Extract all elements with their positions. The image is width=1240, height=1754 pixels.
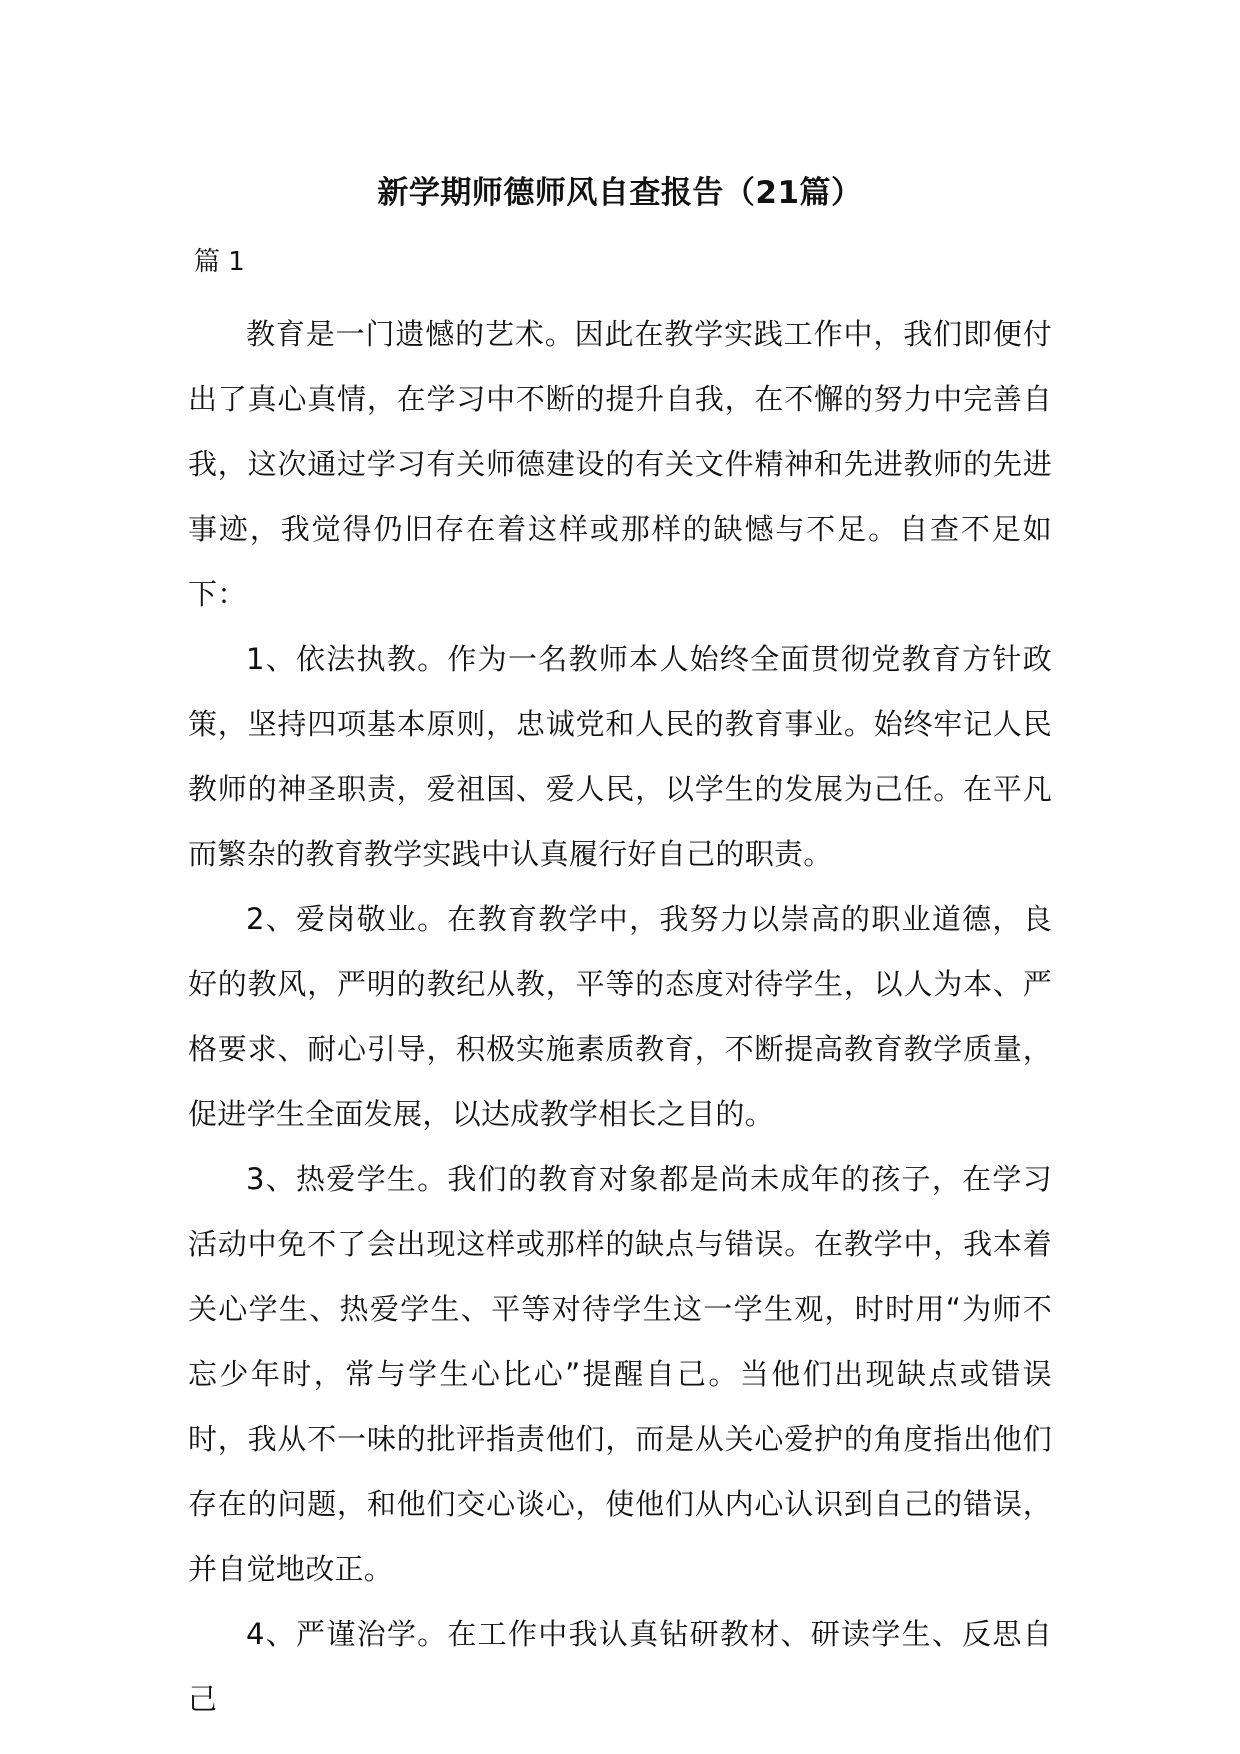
paragraph-item-2: 2、爱岗敬业。在教育教学中，我努力以崇高的职业道德，良好的教风，严明的教纪从教，平等的态度对待学生，以人为本、严格要求、耐心引导，积极实施素质教育，不断提高教育教学质量，促进学生全面发展，以达成教学相长之目的。 (188, 902, 1052, 1131)
paragraph-item-3: 3、热爱学生。我们的教育对象都是尚未成年的孩子，在学习活动中免不了会出现这样或那样的缺点与错误。在教学中，我本着关心学生、热爱学生、平等对待学生这一学生观，时时用“为师不忘少年时，常与学生心比心”提醒自己。当他们出现缺点或错误时，我从不一味的批评指责他们，而是从关心爱护的角度指出他们存在的问题，和他们交心谈心，使他们从内心认识到自己的错误，并自觉地改正。 (188, 1162, 1052, 1586)
document-body (188, 302, 1052, 1732)
paragraph-item-1: 1、依法执教。作为一名教师本人始终全面贯彻党教育方针政策，坚持四项基本原则，忠诚党和人民的教育事业。始终牢记人民教师的神圣职责，爱祖国、爱人民，以学生的发展为己任。在平凡而繁杂的教育教学实践中认真履行好自己的职责。 (188, 642, 1052, 871)
paragraph-intro: 教育是一门遗憾的艺术。因此在教学实践工作中，我们即便付出了真心真情，在学习中不断的提升自我，在不懈的努力中完善自我，这次通过学习有关师德建设的有关文件精神和先进教师的先进事迹，我觉得仍旧存在着这样或那样的缺憾与不足。自查不足如下： (188, 317, 1052, 611)
document-title: 新学期师德师风自查报告（21篇） (377, 175, 863, 211)
paragraph-item-4: 4、严谨治学。在工作中我认真钻研教材、研读学生、反思自己 (188, 1617, 1052, 1716)
section-label: 篇 1 (194, 247, 245, 277)
